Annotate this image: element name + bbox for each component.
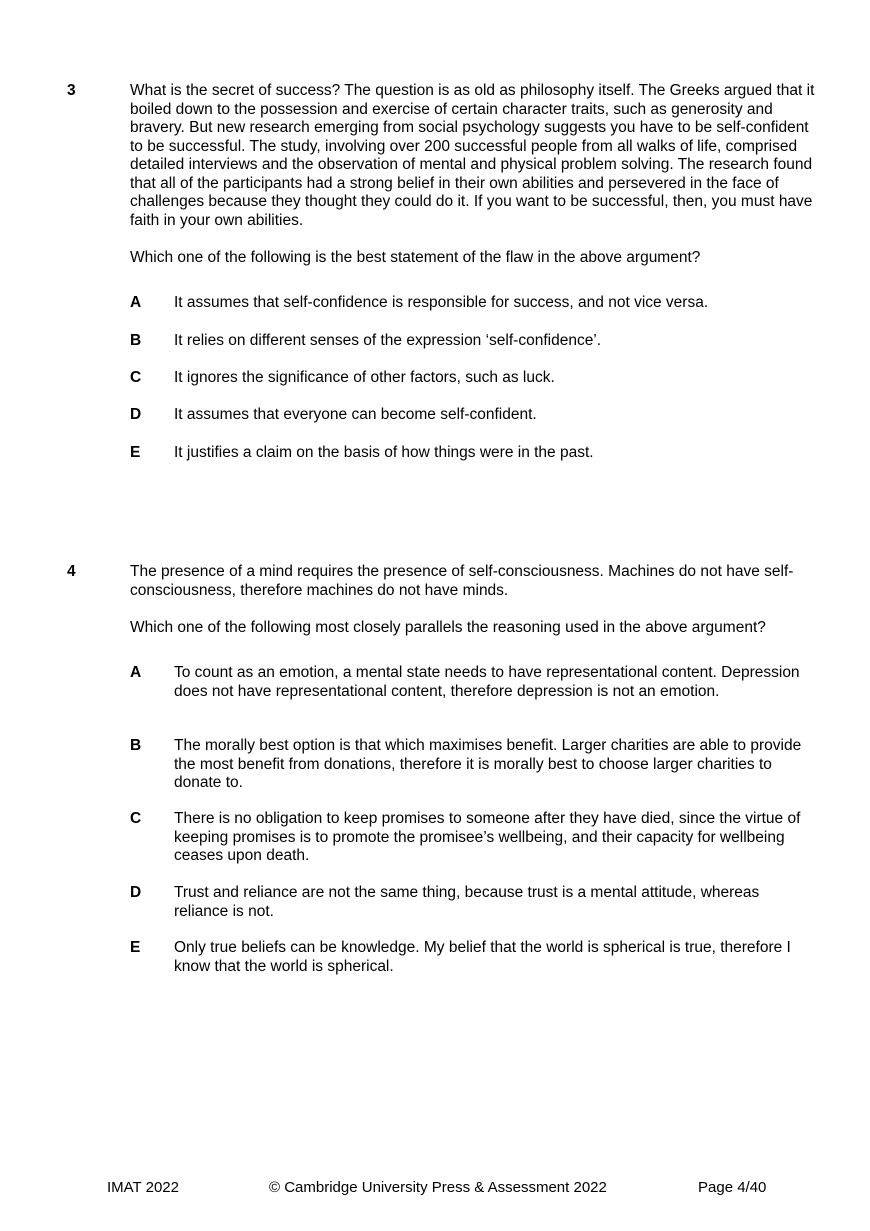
option-letter: B [130, 737, 142, 754]
option-letter: C [130, 810, 142, 827]
footer-page-number: Page 4/40 [698, 1179, 767, 1196]
option-text: It assumes that everyone can become self-confident. [174, 406, 537, 423]
question-prompt-wrap [130, 249, 815, 268]
option-letter: C [130, 369, 142, 386]
option-text: It justifies a claim on the basis of how things were in the past. [174, 444, 594, 461]
option-letter: B [130, 332, 142, 349]
option-text: There is no obligation to keep promises to someone after they have died, since the virtue of keeping promises is to promote the promisee’s wellbeing, and their capacity for wellbeing ceases upon death. [174, 810, 801, 864]
question-number: 3 [67, 82, 76, 99]
option-letter: E [130, 444, 141, 461]
option-text: Only true beliefs can be knowledge. My belief that the world is spherical is true, therefore I know that the world is spherical. [174, 939, 791, 975]
question-number: 4 [67, 563, 76, 580]
question-body [130, 563, 815, 600]
option-text: Trust and reliance are not the same thing, because trust is a mental attitude, whereas reliance is not. [174, 884, 760, 920]
footer-copyright: © Cambridge University Press & Assessment 2022 [269, 1179, 607, 1196]
option-text: It relies on different senses of the expression ‘self-confidence’. [174, 332, 602, 349]
option-text: It assumes that self-confidence is responsible for success, and not vice versa. [174, 294, 709, 311]
option-letter: A [130, 294, 142, 311]
question-body [130, 82, 815, 230]
footer-exam: IMAT 2022 [107, 1179, 179, 1196]
question-passage: The presence of a mind requires the presence of self-consciousness. Machines do not have self-consciousness, therefore machines do not have minds. [130, 563, 794, 599]
question-passage: What is the secret of success? The question is as old as philosophy itself. The Greeks argued that it boiled down to the possession and exercise of certain character traits, such as generosity and bravery. But new research emerging from social psychology suggests you have to be self-confident to be successful. The study, involving over 200 successful people from all walks of life, comprised detailed interviews and the observation of mental and physical problem solving. The research found that all of the participants had a strong belief in their own abilities and persevered in the face of challenges because they thought they could do it. If you want to be successful, then, you must have faith in your own abilities. [130, 82, 815, 229]
option-letter: A [130, 664, 142, 681]
question-prompt: Which one of the following most closely parallels the reasoning used in the above argument? [130, 619, 766, 636]
question-prompt: Which one of the following is the best statement of the flaw in the above argument? [130, 249, 701, 266]
option-letter: D [130, 406, 142, 423]
option-letter: D [130, 884, 142, 901]
option-text: To count as an emotion, a mental state needs to have representational content. Depression does not have representational content, therefore depression is not an emotion. [174, 664, 800, 700]
option-letter: E [130, 939, 141, 956]
question-prompt-wrap [130, 619, 815, 638]
option-text: The morally best option is that which maximises benefit. Larger charities are able to provide the most benefit from donations, therefore it is morally best to choose larger charities to donate to. [174, 737, 802, 791]
option-text: It ignores the significance of other factors, such as luck. [174, 369, 555, 386]
